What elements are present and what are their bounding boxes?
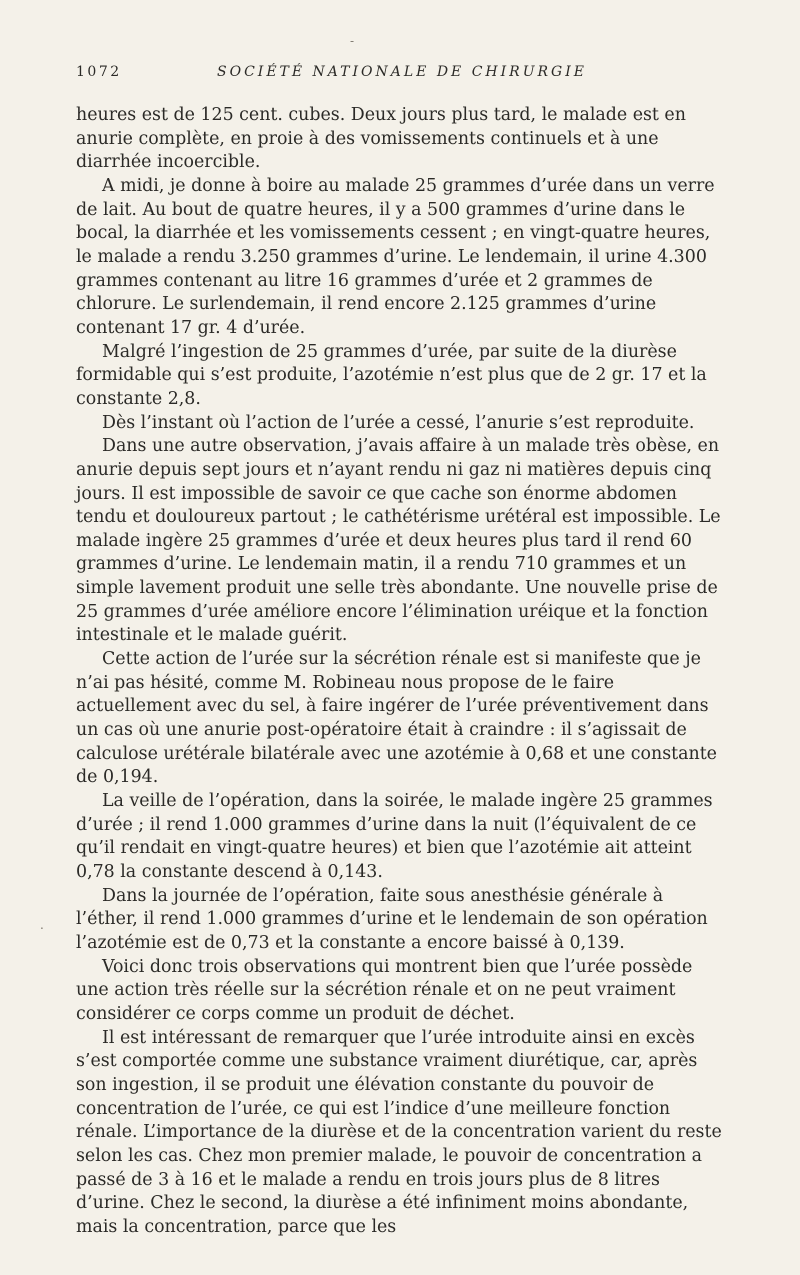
- paragraph: Il est intéressant de remarquer que l’urée introduite ainsi en excès s’est comportée comme une substance vraiment diurétique, car, après son ingestion, il se produit une élévation constante du pouvoir de concentration de l’urée, ce qui est l’indice d’une meilleure fonction rénale. L’importance de la diurèse et de la concentration varient du reste selon les cas. Chez mon premier malade, le pouvoir de concentration a passé de 3 à 16 et le malade a rendu en trois jours plus de 8 litres d’urine. Chez le second, la diurèse a été infiniment moins abondante, mais la concentration, parce que les: [76, 1027, 722, 1237]
- paragraph: Dans la journée de l’opération, faite sous anesthésie générale à l’éther, il rend 1.000 grammes d’urine et le lendemain de son opération l’azotémie est de 0,73 et la constante a encore baissé à 0,139.: [76, 885, 708, 953]
- body-text: [76, 104, 728, 1240]
- page-number: 1072: [76, 64, 122, 80]
- paragraph: Malgré l’ingestion de 25 grammes d’urée, par suite de la diurèse formidable qui s’est produite, l’azotémie n’est plus que de 2 gr. 17 et la constante 2,8.: [76, 341, 707, 409]
- paragraph: Dans une autre observation, j’avais affaire à un malade très obèse, en anurie depuis sept jours et n’ayant rendu ni gaz ni matières depuis cinq jours. Il est impossible de savoir ce que cache son énorme abdomen tendu et douloureux partout ; le cathétérisme urétéral est impossible. Le malade ingère 25 grammes d’urée et deux heures plus tard il rend 60 grammes d’urine. Le lendemain matin, il a rendu 710 grammes et un simple lavement produit une selle très abondante. Une nouvelle prise de 25 grammes d’urée améliore encore l’élimination uréique et la fonction intestinale et le malade guérit.: [76, 436, 721, 646]
- running-head: SOCIÉTÉ NATIONALE DE CHIRURGIE: [217, 64, 587, 80]
- paragraph: A midi, je donne à boire au malade 25 grammes d’urée dans un verre de lait. Au bout de quatre heures, il y a 500 grammes d’urine dans le bocal, la diarrhée et les vomissements cessent ; en vingt-quatre heures, le malade a rendu 3.250 grammes d’urine. Le lendemain, il urine 4.300 grammes contenant au litre 16 grammes d’urée et 2 grammes de chlorure. Le surlendemain, il rend encore 2.125 grammes d’urine contenant 17 gr. 4 d’urée.: [76, 175, 715, 338]
- paragraph: La veille de l’opération, dans la soirée, le malade ingère 25 grammes d’urée ; il rend 1.000 grammes d’urine dans la nuit (l’équivalent de ce qu’il rendait en vingt-quatre heures) et bien que l’azotémie ait atteint 0,78 la constante descend à 0,143.: [76, 791, 713, 882]
- paragraph: heures est de 125 cent. cubes. Deux jours plus tard, le malade est en anurie complète, en proie à des vomissements continuels et à une diarrhée incoercible.: [76, 105, 686, 173]
- page-header: [76, 64, 728, 88]
- margin-dot: .: [40, 918, 44, 932]
- print-mark: -: [350, 34, 355, 48]
- paragraph: Voici donc trois observations qui montrent bien que l’urée possède une action très réelle sur la sécrétion rénale et on ne peut vraiment considérer ce corps comme un produit de déchet.: [76, 956, 693, 1024]
- paragraph: Dès l’instant où l’action de l’urée a cessé, l’anurie s’est reproduite.: [102, 412, 695, 433]
- paragraph: Cette action de l’urée sur la sécrétion rénale est si manifeste que je n’ai pas hésité, comme M. Robineau nous propose de le faire actuellement avec du sel, à faire ingérer de l’urée préventivement dans un cas où une anurie post-opératoire était à craindre : il s’agissait de calculose urétérale bilatérale avec une azotémie à 0,68 et une constante de 0,194.: [76, 649, 717, 788]
